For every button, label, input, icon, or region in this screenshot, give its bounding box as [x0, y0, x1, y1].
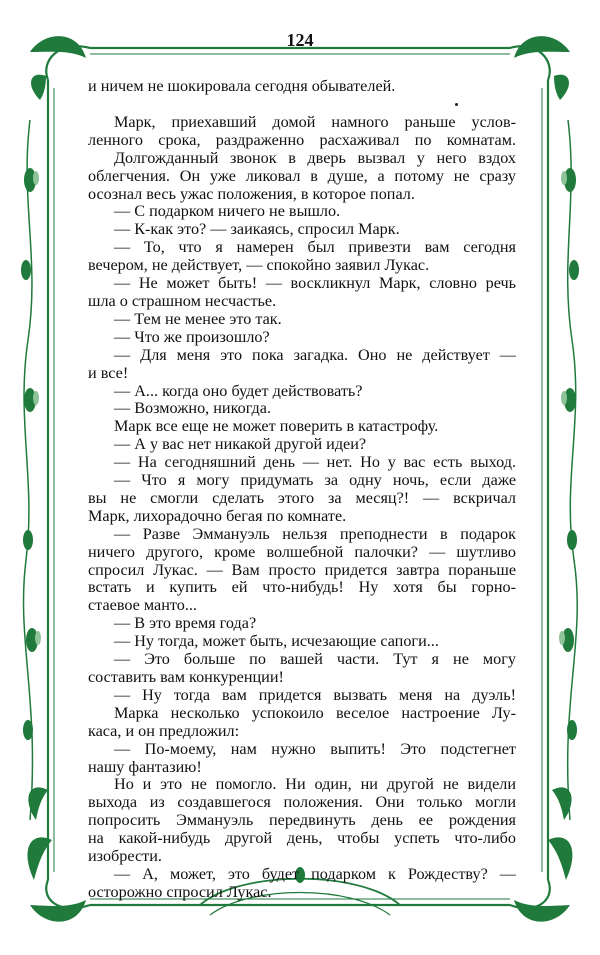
text-line: на какой-нибудь другой день, чтобы успеть что-либо: [88, 829, 516, 848]
text-line: — А, может, это будет подарком к Рождеству? —: [114, 864, 516, 883]
text-line: — Ну тогда вам придется вызвать меня на дуэль!: [114, 685, 516, 704]
text-line: ничего другого, кроме волшебной палочки? — шутливо: [88, 542, 516, 561]
text-line: — С подарком ничего не вышло.: [114, 202, 341, 221]
text-line: и все!: [88, 363, 129, 382]
text-line: — То, что я намерен был привезти вам сегодня: [114, 238, 516, 257]
text-line: изобрести.: [88, 847, 162, 866]
text-line: — Ну тогда, может быть, исчезающие сапоги...: [114, 632, 439, 651]
text-line: вечером, не действует, — спокойно заявил Лукас.: [88, 256, 430, 275]
text-line: — Что же произошло?: [114, 327, 270, 346]
text-line: — Для меня это пока загадка. Оно не действует —: [114, 345, 516, 364]
text-line: вы не смогли сделать этого за месяц?! — вскричал: [88, 488, 516, 507]
text-line: — В это время года?: [114, 614, 257, 633]
text-line: нашу фантазию!: [88, 757, 202, 776]
text-line: Марка несколько успокоило веселое настроение Лу-: [114, 703, 516, 722]
body-text: [88, 78, 516, 902]
text-line: встать и купить ей что-нибудь! Ну хотя бы горно-: [88, 578, 516, 597]
text-line: Но и это не помогло. Ни один, ни другой не видели: [114, 775, 516, 794]
text-line: — Возможно, никогда.: [114, 399, 272, 418]
text-line: каса, и он предложил:: [88, 721, 240, 740]
text-line: составить вам конкуренции!: [88, 668, 284, 686]
text-line: — К-как это? — заикаясь, спросил Марк.: [114, 220, 400, 239]
text-line: попросить Эммануэль передвинуть день ее рождения: [88, 811, 516, 830]
text-line: — Тем не менее это так.: [114, 309, 282, 328]
text-line: — А... когда оно будет действовать?: [114, 381, 363, 400]
text-line: и ничем не шокировала сегодня обывателей.: [88, 77, 396, 95]
text-line: — На сегодняшний день — нет. Но у вас есть выход.: [114, 453, 516, 472]
text-line: Марк все еще не может поверить в катастрофу.: [114, 417, 439, 436]
text-line: облегчения. Он уже ликовал в душе, а потому не сразу: [88, 166, 516, 185]
text-line: — Это больше по вашей части. Тут я не могу: [114, 650, 516, 669]
text-line: Марк, лихорадочно бегая по комнате.: [88, 506, 347, 525]
text-line: — По-моему, нам нужно выпить! Это подстегнет: [114, 739, 516, 758]
text-line: спросил Лукас. — Вам просто придется завтра пораньше: [88, 560, 516, 579]
page-number: 124: [286, 30, 314, 50]
text-line: ленного срока, раздраженно расхаживал по комнатам.: [88, 130, 516, 149]
text-line: Долгожданный звонок в дверь вызвал у него вздох: [114, 148, 516, 167]
text-line: — Разве Эммануэль нельзя преподнести в подарок: [114, 524, 516, 543]
text-line: осторожно спросил Лукас.: [88, 882, 272, 901]
text-line: осознал весь ужас положения, в которое попал.: [88, 184, 415, 203]
text-line: шла о страшном несчастье.: [88, 291, 277, 310]
text-line: стаевое манто...: [88, 596, 197, 615]
text-line: — Что я могу придумать за одну ночь, если даже: [114, 471, 516, 490]
text-line: — Не может быть! — воскликнул Марк, словно речь: [114, 274, 516, 293]
text-line: — А у вас нет никакой другой идеи?: [114, 435, 367, 454]
text-line: выхода из создавшегося положения. Они только могли: [88, 793, 516, 812]
text-line: Марк, приехавший домой намного раньше услов-: [114, 112, 516, 131]
